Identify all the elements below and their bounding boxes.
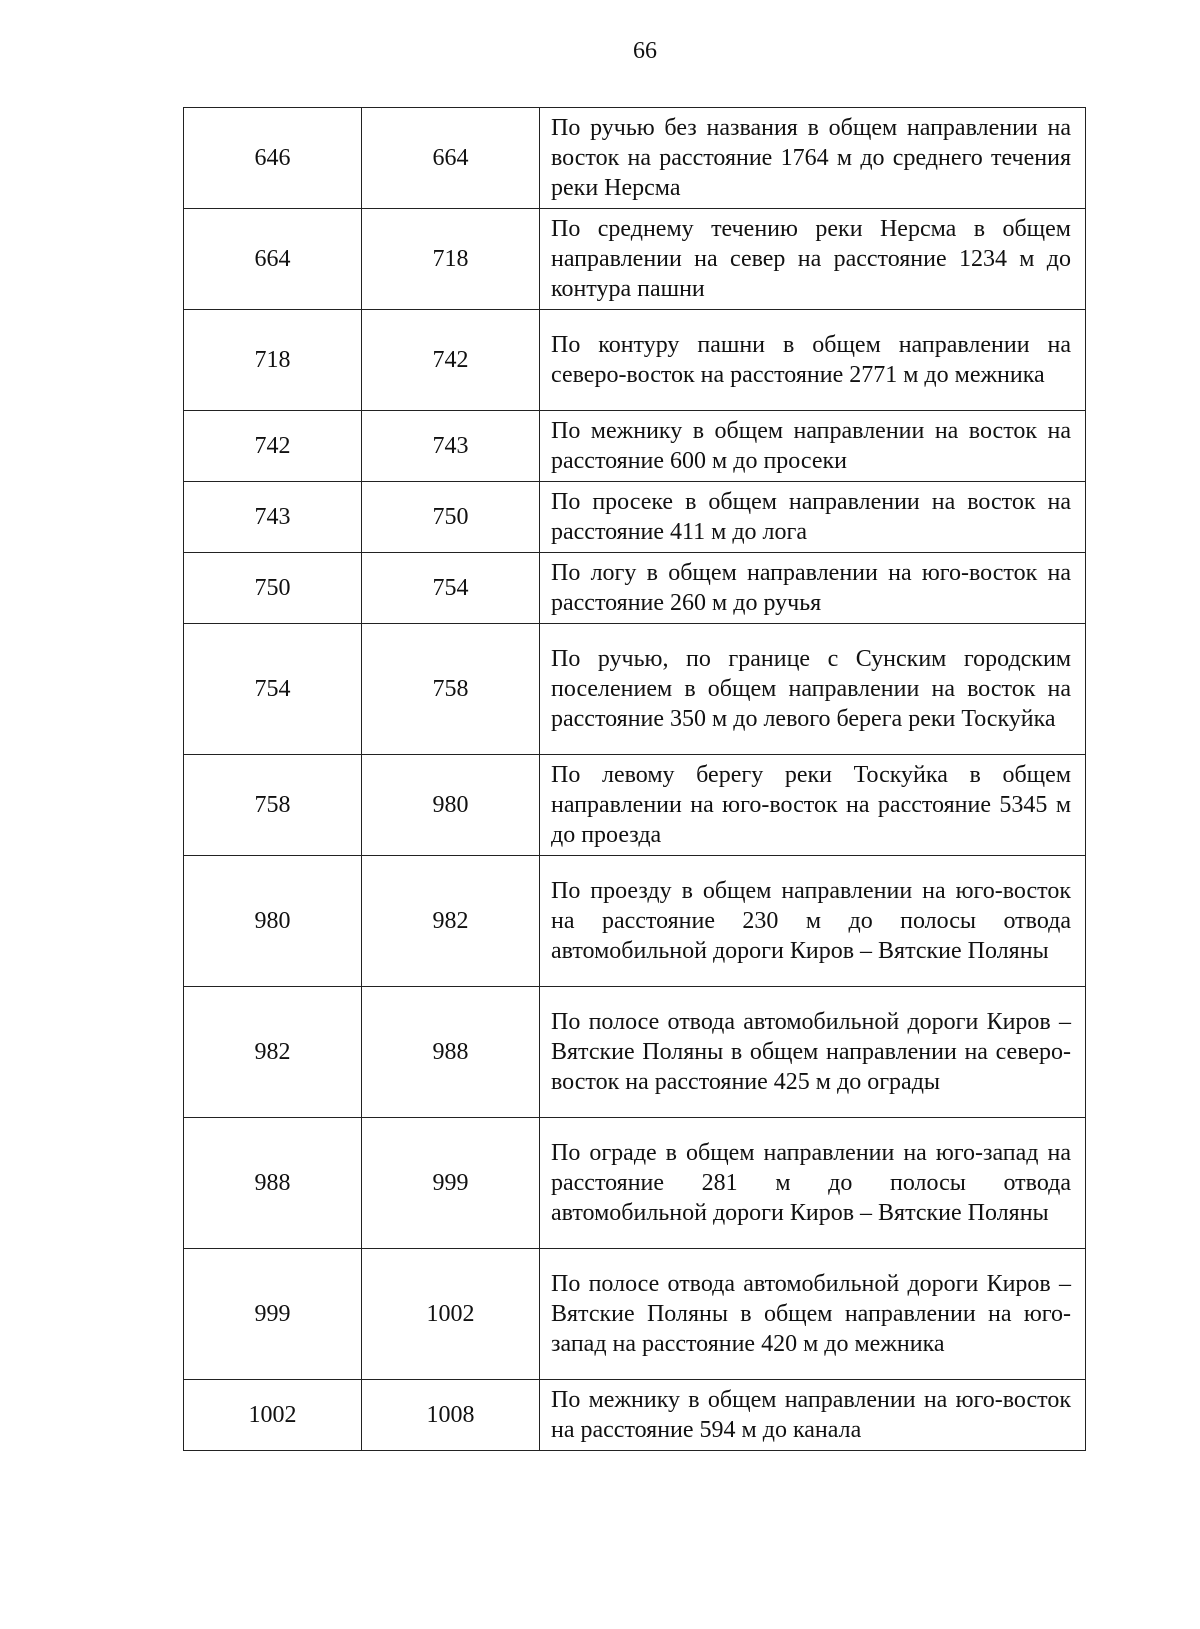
from-point-cell: 742 bbox=[184, 411, 362, 482]
table-row bbox=[184, 987, 1086, 1118]
to-point-cell: 718 bbox=[362, 209, 540, 310]
from-point-cell: 743 bbox=[184, 482, 362, 553]
description-cell: По ручью, по границе с Сунским городским поселением в общем направлении на восток на расстояние 350 м до левого берега реки Тоскуйка bbox=[540, 624, 1086, 755]
from-point-cell: 646 bbox=[184, 108, 362, 209]
table-row bbox=[184, 1118, 1086, 1249]
from-point-cell: 664 bbox=[184, 209, 362, 310]
table-row bbox=[184, 856, 1086, 987]
to-point-cell: 758 bbox=[362, 624, 540, 755]
description-cell: По межнику в общем направлении на юго-восток на расстояние 594 м до канала bbox=[540, 1380, 1086, 1451]
table-row bbox=[184, 108, 1086, 209]
to-point-cell: 743 bbox=[362, 411, 540, 482]
to-point-cell: 742 bbox=[362, 310, 540, 411]
table-row bbox=[184, 624, 1086, 755]
table-row bbox=[184, 1380, 1086, 1451]
description-cell: По межнику в общем направлении на восток на расстояние 600 м до просеки bbox=[540, 411, 1086, 482]
from-point-cell: 982 bbox=[184, 987, 362, 1118]
description-cell: По среднему течению реки Нерсма в общем направлении на север на расстояние 1234 м до контура пашни bbox=[540, 209, 1086, 310]
to-point-cell: 664 bbox=[362, 108, 540, 209]
table-row bbox=[184, 755, 1086, 856]
to-point-cell: 988 bbox=[362, 987, 540, 1118]
description-cell: По ручью без названия в общем направлении на восток на расстояние 1764 м до среднего течения реки Нерсма bbox=[540, 108, 1086, 209]
to-point-cell: 999 bbox=[362, 1118, 540, 1249]
table-row bbox=[184, 1249, 1086, 1380]
description-cell: По просеке в общем направлении на восток на расстояние 411 м до лога bbox=[540, 482, 1086, 553]
table-row bbox=[184, 209, 1086, 310]
page-number: 66 bbox=[633, 38, 657, 64]
to-point-cell: 980 bbox=[362, 755, 540, 856]
to-point-cell: 1008 bbox=[362, 1380, 540, 1451]
to-point-cell: 750 bbox=[362, 482, 540, 553]
table-row bbox=[184, 553, 1086, 624]
from-point-cell: 718 bbox=[184, 310, 362, 411]
to-point-cell: 754 bbox=[362, 553, 540, 624]
to-point-cell: 1002 bbox=[362, 1249, 540, 1380]
description-cell: По полосе отвода автомобильной дороги Киров – Вятские Поляны в общем направлении на юго-запад на расстояние 420 м до межника bbox=[540, 1249, 1086, 1380]
description-cell: По проезду в общем направлении на юго-восток на расстояние 230 м до полосы отвода автомобильной дороги Киров – Вятские Поляны bbox=[540, 856, 1086, 987]
from-point-cell: 1002 bbox=[184, 1380, 362, 1451]
description-cell: По логу в общем направлении на юго-восток на расстояние 260 м до ручья bbox=[540, 553, 1086, 624]
table-row bbox=[184, 310, 1086, 411]
table-row bbox=[184, 482, 1086, 553]
boundary-table bbox=[183, 107, 1086, 1451]
description-cell: По ограде в общем направлении на юго-запад на расстояние 281 м до полосы отвода автомобильной дороги Киров – Вятские Поляны bbox=[540, 1118, 1086, 1249]
from-point-cell: 758 bbox=[184, 755, 362, 856]
description-cell: По полосе отвода автомобильной дороги Киров – Вятские Поляны в общем направлении на северо-восток на расстояние 425 м до ограды bbox=[540, 987, 1086, 1118]
from-point-cell: 999 bbox=[184, 1249, 362, 1380]
description-cell: По левому берегу реки Тоскуйка в общем направлении на юго-восток на расстояние 5345 м до проезда bbox=[540, 755, 1086, 856]
from-point-cell: 980 bbox=[184, 856, 362, 987]
table-row bbox=[184, 411, 1086, 482]
to-point-cell: 982 bbox=[362, 856, 540, 987]
from-point-cell: 754 bbox=[184, 624, 362, 755]
from-point-cell: 750 bbox=[184, 553, 362, 624]
description-cell: По контуру пашни в общем направлении на северо-восток на расстояние 2771 м до межника bbox=[540, 310, 1086, 411]
from-point-cell: 988 bbox=[184, 1118, 362, 1249]
